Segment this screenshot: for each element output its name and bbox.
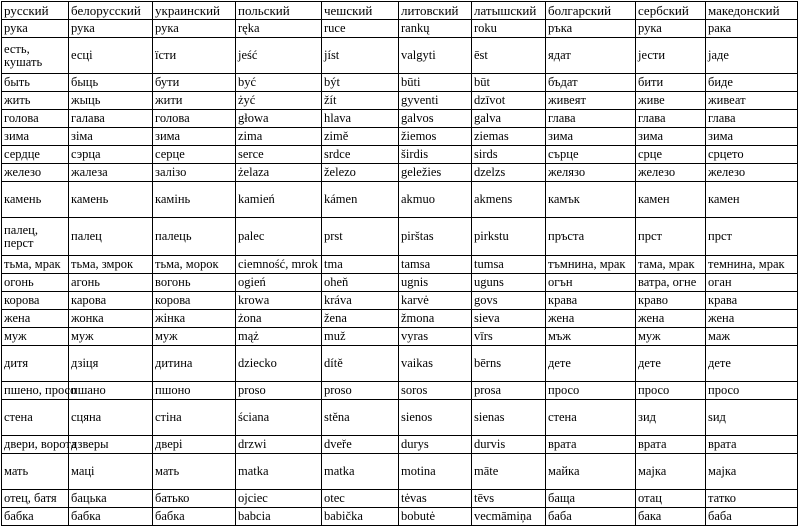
row-label-cell: тьма, мрак [2,256,69,274]
translation-cell: жена [706,310,798,328]
column-header: сербский [636,2,706,20]
translation-cell: крава [546,292,636,310]
translation-cell: vyras [399,328,472,346]
translation-cell: камен [636,182,706,218]
translation-cell: jeść [236,38,322,74]
translation-cell: drzwi [236,436,322,454]
translation-cell: сцяна [69,400,153,436]
column-header: латышский [472,2,546,20]
translation-cell: зима [546,128,636,146]
translation-cell: зима [636,128,706,146]
translation-cell: rankų [399,20,472,38]
translation-cell: сърце [546,146,636,164]
column-header: литовский [399,2,472,20]
translation-cell: durys [399,436,472,454]
translation-cell: баба [706,508,798,526]
translation-cell: dzīvot [472,92,546,110]
table-container [1,1,799,523]
translation-cell: врата [706,436,798,454]
translation-cell: být [322,74,399,92]
translation-cell: žiemos [399,128,472,146]
translation-cell: врата [636,436,706,454]
translation-cell: темнина, мрак [706,256,798,274]
table-body [2,20,798,526]
translation-cell: пшоно [153,382,236,400]
translation-cell: зима [153,128,236,146]
translation-cell: быць [69,74,153,92]
translation-cell: zimě [322,128,399,146]
row-label-cell: отец, батя [2,490,69,508]
translation-cell: geležies [399,164,472,182]
table-row [2,38,798,74]
translation-cell: муж [636,328,706,346]
translation-cell: дитина [153,346,236,382]
translation-cell: жалеза [69,164,153,182]
translation-cell: дете [546,346,636,382]
translation-cell: ogień [236,274,322,292]
translation-cell: otec [322,490,399,508]
translation-cell: ciemność, mrok [236,256,322,274]
translation-cell: proso [236,382,322,400]
translation-cell: отац [636,490,706,508]
translation-cell: mąż [236,328,322,346]
translation-cell: ватра, огне [636,274,706,292]
row-label-cell: дитя [2,346,69,382]
translation-cell: жінка [153,310,236,328]
row-label-cell: палец, перст [2,218,69,256]
translation-cell: тьма, змрок [69,256,153,274]
column-header: русский [2,2,69,20]
table-row [2,454,798,490]
translation-cell: просо [546,382,636,400]
column-header: белорусский [69,2,153,20]
row-label-cell: стена [2,400,69,436]
translation-cell: kámen [322,182,399,218]
row-label-cell: быть [2,74,69,92]
translation-cell: тьма, морок [153,256,236,274]
table-row [2,382,798,400]
translation-cell: просо [636,382,706,400]
translation-cell: kamień [236,182,322,218]
column-header: чешский [322,2,399,20]
table-row [2,328,798,346]
translation-cell: žmona [399,310,472,328]
translation-cell: ojciec [236,490,322,508]
translation-cell: galvos [399,110,472,128]
translation-cell: železo [322,164,399,182]
translation-cell: ръка [546,20,636,38]
translation-cell: палець [153,218,236,256]
translation-cell: пръста [546,218,636,256]
translation-cell: sieva [472,310,546,328]
translation-cell: sienos [399,400,472,436]
translation-cell: палец [69,218,153,256]
translation-cell: pirštas [399,218,472,256]
translation-cell: dítě [322,346,399,382]
translation-cell: бабка [153,508,236,526]
table-row [2,400,798,436]
row-label-cell: жена [2,310,69,328]
table-row [2,292,798,310]
translation-cell: голова [153,110,236,128]
row-label-cell: зима [2,128,69,146]
column-header: украинский [153,2,236,20]
row-label-cell: жить [2,92,69,110]
table-row [2,128,798,146]
translation-cell: жыць [69,92,153,110]
translation-cell: тама, мрак [636,256,706,274]
translation-cell: muž [322,328,399,346]
translation-cell: proso [322,382,399,400]
translation-cell: prosa [472,382,546,400]
translation-cell: серце [153,146,236,164]
translation-cell: галава [69,110,153,128]
translation-cell: karvė [399,292,472,310]
translation-cell: тъмнина, мрак [546,256,636,274]
translation-cell: глава [546,110,636,128]
column-header: македонский [706,2,798,20]
translation-cell: serce [236,146,322,164]
table-row [2,508,798,526]
translation-cell: akmens [472,182,546,218]
translation-cell: akmuo [399,182,472,218]
table-row [2,110,798,128]
translation-cell: стена [546,400,636,436]
translation-cell: māte [472,454,546,490]
translation-cell: мъж [546,328,636,346]
translation-cell: врата [546,436,636,454]
translation-cell: motina [399,454,472,490]
translation-cell: oheň [322,274,399,292]
translation-cell: крава [706,292,798,310]
translation-cell: żona [236,310,322,328]
translation-cell: муж [69,328,153,346]
translation-cell: sirds [472,146,546,164]
translation-cell: живеат [706,92,798,110]
table-row [2,92,798,110]
translation-cell: bobutė [399,508,472,526]
row-label-cell: корова [2,292,69,310]
translation-cell: дете [706,346,798,382]
translation-cell: прст [706,218,798,256]
translation-cell: агонь [69,274,153,292]
translation-cell: žena [322,310,399,328]
translation-cell: камінь [153,182,236,218]
translation-cell: зіма [69,128,153,146]
translation-cell: ēst [472,38,546,74]
translation-cell: жити [153,92,236,110]
table-row [2,146,798,164]
translation-cell: tēvs [472,490,546,508]
translation-cell: камък [546,182,636,218]
translation-cell: жена [636,310,706,328]
translation-cell: мать [153,454,236,490]
table-row [2,218,798,256]
translation-cell: огън [546,274,636,292]
row-label-cell: пшено, просо [2,382,69,400]
translation-cell: камен [706,182,798,218]
row-label-cell: мать [2,454,69,490]
translation-cell: двері [153,436,236,454]
translation-cell: бъдат [546,74,636,92]
translation-cell: ziemas [472,128,546,146]
translation-cell: dziecko [236,346,322,382]
translation-cell: valgyti [399,38,472,74]
slavic-baltic-word-table [1,1,798,526]
translation-cell: железо [636,164,706,182]
translation-cell: kráva [322,292,399,310]
translation-cell: їсти [153,38,236,74]
translation-cell: мајка [636,454,706,490]
translation-cell: zima [236,128,322,146]
translation-cell: prst [322,218,399,256]
translation-cell: gyventi [399,92,472,110]
translation-cell: желязо [546,164,636,182]
translation-cell: майка [546,454,636,490]
translation-cell: hlava [322,110,399,128]
translation-cell: бацька [69,490,153,508]
translation-cell: бака [636,508,706,526]
translation-cell: durvis [472,436,546,454]
translation-cell: бабка [69,508,153,526]
translation-cell: głowa [236,110,322,128]
translation-cell: srdce [322,146,399,164]
translation-cell: оган [706,274,798,292]
translation-cell: прст [636,218,706,256]
table-row [2,182,798,218]
translation-cell: stěna [322,400,399,436]
translation-cell: tamsa [399,256,472,274]
translation-cell: железо [706,164,798,182]
translation-cell: срце [636,146,706,164]
translation-cell: dzelzs [472,164,546,182]
translation-cell: matka [322,454,399,490]
translation-cell: татко [706,490,798,508]
translation-cell: стіна [153,400,236,436]
translation-cell: vecmāmiņa [472,508,546,526]
translation-cell: живеят [546,92,636,110]
row-label-cell: голова [2,110,69,128]
translation-cell: биде [706,74,798,92]
translation-cell: дете [636,346,706,382]
row-label-cell: есть, кушать [2,38,69,74]
translation-cell: dveře [322,436,399,454]
translation-cell: зима [706,128,798,146]
translation-cell: пшано [69,382,153,400]
column-header: польский [236,2,322,20]
translation-cell: sienas [472,400,546,436]
row-label-cell: железо [2,164,69,182]
translation-cell: рака [706,20,798,38]
row-label-cell: бабка [2,508,69,526]
translation-cell: ruce [322,20,399,38]
column-header: болгарский [546,2,636,20]
translation-cell: живе [636,92,706,110]
translation-cell: ręka [236,20,322,38]
table-row [2,256,798,274]
translation-cell: pirkstu [472,218,546,256]
translation-cell: roku [472,20,546,38]
translation-cell: зид [636,400,706,436]
translation-cell: krowa [236,292,322,310]
translation-cell: govs [472,292,546,310]
table-row [2,310,798,328]
row-label-cell: сердце [2,146,69,164]
translation-cell: vīrs [472,328,546,346]
translation-cell: galva [472,110,546,128]
translation-cell: жена [546,310,636,328]
table-row [2,74,798,92]
translation-cell: батько [153,490,236,508]
translation-cell: būti [399,74,472,92]
translation-cell: вогонь [153,274,236,292]
translation-cell: ściana [236,400,322,436]
translation-cell: być [236,74,322,92]
row-label-cell: камень [2,182,69,218]
translation-cell: глава [636,110,706,128]
translation-cell: глава [706,110,798,128]
translation-cell: корова [153,292,236,310]
translation-cell: babcia [236,508,322,526]
translation-cell: маці [69,454,153,490]
table-row [2,164,798,182]
row-label-cell: двери, ворота [2,436,69,454]
translation-cell: баща [546,490,636,508]
translation-cell: jíst [322,38,399,74]
translation-cell: ugnis [399,274,472,292]
translation-cell: краво [636,292,706,310]
header-row [2,2,798,20]
translation-cell: uguns [472,274,546,292]
table-row [2,20,798,38]
translation-cell: ядат [546,38,636,74]
translation-cell: сэрца [69,146,153,164]
table-row [2,274,798,292]
translation-cell: жонка [69,310,153,328]
translation-cell: bērns [472,346,546,382]
translation-cell: żyć [236,92,322,110]
translation-cell: būt [472,74,546,92]
translation-cell: дзверы [69,436,153,454]
table-row [2,346,798,382]
translation-cell: tma [322,256,399,274]
row-label-cell: муж [2,328,69,346]
translation-cell: širdis [399,146,472,164]
table-row [2,490,798,508]
translation-cell: муж [153,328,236,346]
translation-cell: matka [236,454,322,490]
translation-cell: palec [236,218,322,256]
translation-cell: tėvas [399,490,472,508]
translation-cell: баба [546,508,636,526]
translation-cell: маж [706,328,798,346]
translation-cell: žít [322,92,399,110]
translation-cell: мајка [706,454,798,490]
row-label-cell: рука [2,20,69,38]
translation-cell: бути [153,74,236,92]
table-row [2,436,798,454]
translation-cell: камень [69,182,153,218]
translation-cell: јести [636,38,706,74]
translation-cell: срцето [706,146,798,164]
translation-cell: soros [399,382,472,400]
translation-cell: рука [636,20,706,38]
translation-cell: vaikas [399,346,472,382]
translation-cell: sид [706,400,798,436]
translation-cell: babička [322,508,399,526]
translation-cell: бити [636,74,706,92]
translation-cell: просо [706,382,798,400]
translation-cell: јаде [706,38,798,74]
translation-cell: tumsa [472,256,546,274]
translation-cell: рука [153,20,236,38]
row-label-cell: огонь [2,274,69,292]
translation-cell: дзіця [69,346,153,382]
translation-cell: żelaza [236,164,322,182]
translation-cell: рука [69,20,153,38]
translation-cell: карова [69,292,153,310]
translation-cell: залізо [153,164,236,182]
translation-cell: есці [69,38,153,74]
